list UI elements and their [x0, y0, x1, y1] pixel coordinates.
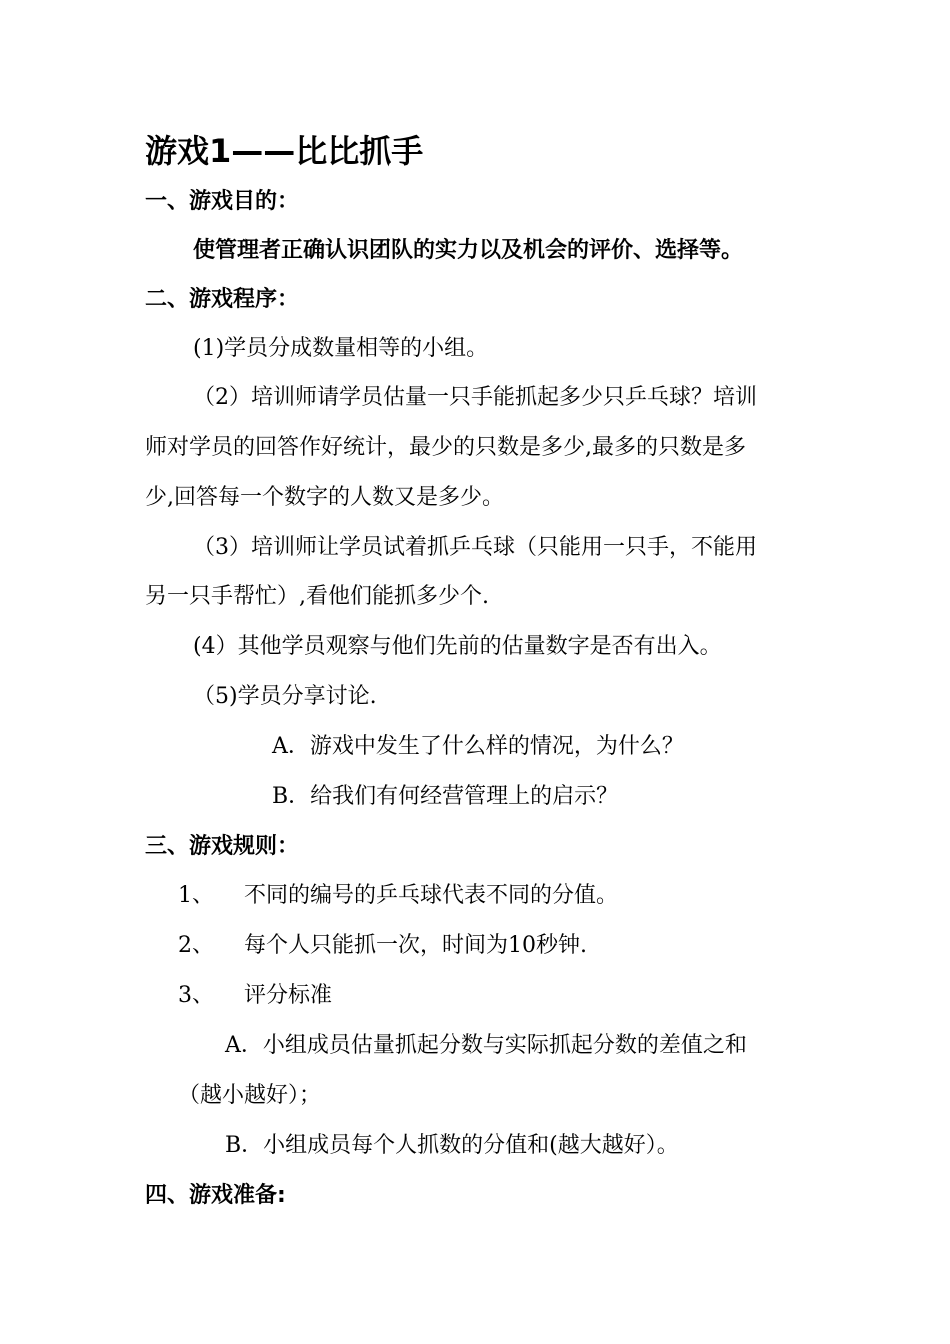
- rule-item: [178, 881, 618, 911]
- procedure-step-2-line-1: （2）培训师请学员估量一只手能抓起多少只乒乓球？培训: [193, 385, 757, 410]
- procedure-question-b: B．给我们有何经营管理上的启示？: [272, 784, 619, 809]
- section-heading-preparation: 四、游戏准备:: [145, 1183, 286, 1208]
- section-heading-procedure: 二、游戏程序：: [145, 287, 300, 312]
- procedure-step-3-line-2: 另一只手帮忙）,看他们能抓多少个.: [145, 584, 489, 609]
- procedure-step-1: (1)学员分成数量相等的小组。: [193, 336, 489, 361]
- rule-item: [178, 981, 332, 1011]
- section-heading-rules: 三、游戏规则：: [145, 834, 300, 859]
- procedure-step-2-line-3: 少,回答每一个数字的人数又是多少。: [145, 485, 504, 510]
- rule-text: 不同的编号的乒乓球代表不同的分值。: [244, 883, 619, 908]
- rule-text: 每个人只能抓一次，时间为10秒钟.: [244, 933, 587, 958]
- procedure-step-2-line-2: 师对学员的回答作好统计，最少的只数是多少,最多的只数是多: [145, 435, 746, 460]
- procedure-step-5: （5)学员分享讨论.: [193, 684, 377, 709]
- rule-number: 1、: [178, 883, 214, 908]
- purpose-text: 使管理者正确认识团队的实力以及机会的评价、选择等。: [193, 238, 744, 263]
- procedure-question-a: A．游戏中发生了什么样的情况，为什么？: [272, 734, 684, 759]
- procedure-step-4: (4）其他学员观察与他们先前的估量数字是否有出入。: [193, 634, 722, 659]
- procedure-step-3-line-1: （3）培训师让学员试着抓乒乓球（只能用一只手，不能用: [193, 535, 757, 560]
- rule-item: [178, 931, 587, 961]
- section-heading-purpose: 一、游戏目的：: [145, 189, 300, 214]
- page-title: 游戏1——比比抓手: [145, 132, 424, 170]
- rule-number: 3、: [178, 983, 214, 1008]
- rule-text: 评分标准: [244, 983, 333, 1008]
- criteria-b: B．小组成员每个人抓数的分值和(越大越好）。: [225, 1133, 679, 1158]
- criteria-a-line-2: （越小越好）；: [178, 1083, 322, 1108]
- rule-number: 2、: [178, 933, 214, 958]
- criteria-a-line-1: A．小组成员估量抓起分数与实际抓起分数的差值之和: [225, 1033, 747, 1058]
